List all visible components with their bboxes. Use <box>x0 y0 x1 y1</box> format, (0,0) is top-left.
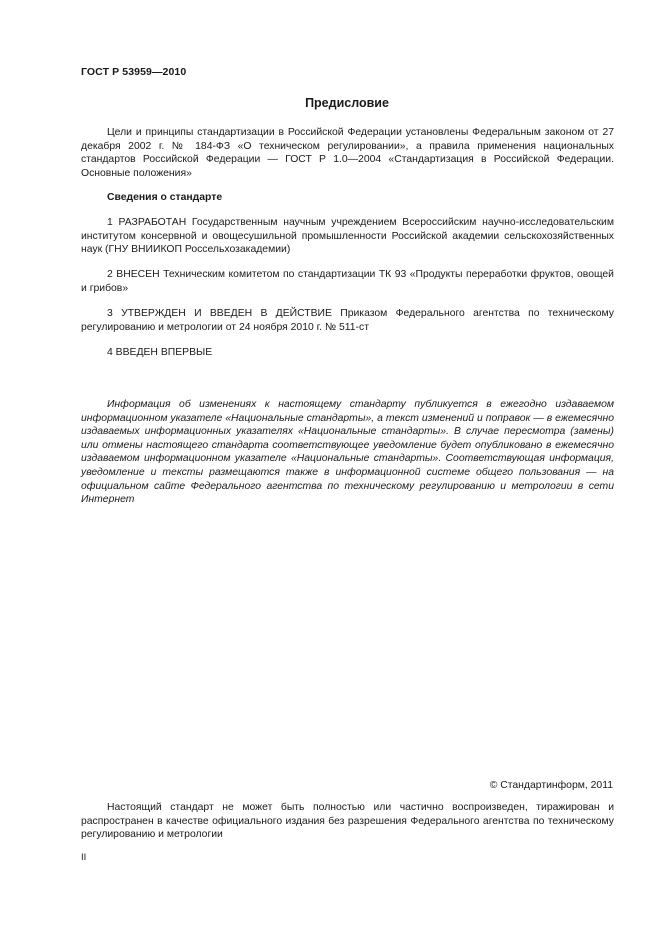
copyright-line: © Стандартинформ, 2011 <box>489 780 613 791</box>
document-code: ГОСТ Р 53959—2010 <box>81 66 187 78</box>
standard-info-item-1: 1 РАЗРАБОТАН Государственным научным учреждением Всероссийским научно-исследовательским институтом консервной и овощесушильной промышленности Российской академии сельскохозяйственных наук (ГНУ ВНИИКОП Россельхозакадемии) <box>81 217 614 256</box>
intro-paragraph: Цели и принципы стандартизации в Российской Федерации установлены Федеральным законом от 27 декабря 2002 г. № 184-ФЗ «О техническом регулировании», а правила применения национальных стандартов Российской Федерации — ГОСТ Р 1.0—2004 «Стандартизация в Российской Федерации. Основные положения» <box>81 127 614 179</box>
section-heading: Сведения о стандарте <box>107 192 223 203</box>
standard-info-item-4: 4 ВВЕДЕН ВПЕРВЫЕ <box>107 347 213 358</box>
page-number: II <box>81 852 87 863</box>
reproduction-notice: Настоящий стандарт не может быть полностью или частично воспроизведен, тиражирован и распространен в качестве официального издания без разрешения Федерального агентства по техническому регулированию и метрологии <box>81 802 614 841</box>
standard-info-item-2: 2 ВНЕСЕН Техническим комитетом по стандартизации ТК 93 «Продукты переработки фруктов, овощей и грибов» <box>81 269 614 294</box>
page-title: Предисловие <box>305 96 389 110</box>
standard-info-item-3: 3 УТВЕРЖДЕН И ВВЕДЕН В ДЕЙСТВИЕ Приказом Федерального агентства по техническому регулированию и метрологии от 24 ноября 2010 г. № 511-ст <box>81 308 614 333</box>
changes-notice-paragraph: Информация об изменениях к настоящему стандарту публикуется в ежегодно издаваемом информационном указателе «Национальные стандарты», а текст изменений и поправок — в ежемесячно издаваемых информационных указателях «Национальные стандарты». В случае пересмотра (замены) или отмены настоящего стандарта соответствующее уведомление будет опубликовано в ежемесячно издаваемом информационном указателе «Национальные стандарты». Соответствующая информация, уведомление и тексты размещаются также в информационной системе общего пользования — на официальном сайте Федерального агентства по техническому регулированию и метрологии в сети Интернет <box>81 399 614 506</box>
